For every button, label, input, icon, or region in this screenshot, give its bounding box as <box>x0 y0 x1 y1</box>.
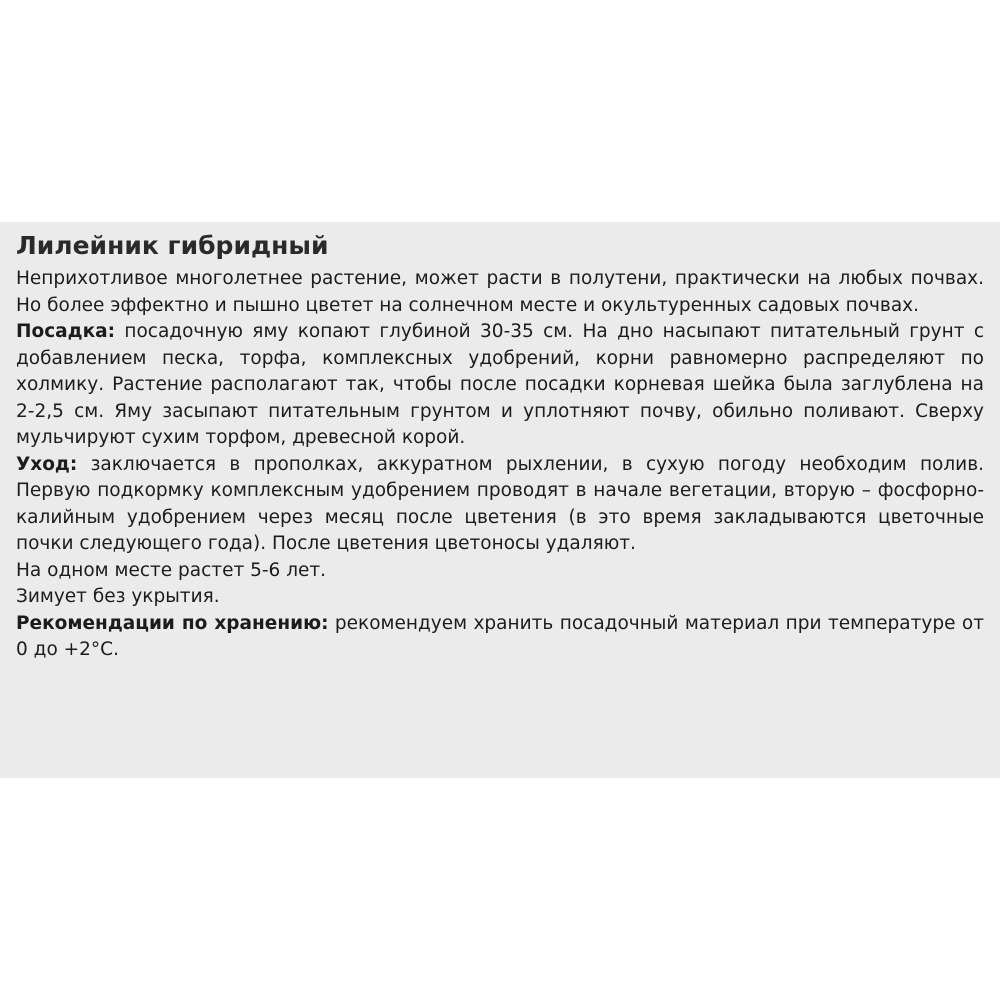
care-paragraph <box>16 452 984 558</box>
storage-text: рекомендуем хранить посадочный материал при температуре от 0 до +2°C. <box>16 612 985 660</box>
storage-paragraph <box>16 611 984 664</box>
lifespan-line: На одном месте растет 5-6 лет. <box>16 559 327 581</box>
planting-text: посадочную яму копают глубиной 30-35 см. На дно насыпают питательный грунт с добавлением песка, торфа, комплексных удобрений, корни равномерно распределяют по холмику. Растение располагают так, чтобы после посадки корневая шейка была заглублена на 2-2,5 см. Яму засыпают питательным грунтом и уплотняют почву, обильно поливают. Сверху мульчируют сухим торфом, древесной корой. <box>16 321 984 448</box>
care-text: заключается в прополках, аккуратном рыхлении, в сухую погоду необходим полив. Первую подкормку комплексным удобрением проводят в начале вегетации, вторую – фосфорно-калийным удобрением через месяц после цветения (в это время закладываются цветочные почки следующего года). После цветения цветоносы удаляют. <box>16 453 984 554</box>
planting-paragraph <box>16 319 984 452</box>
care-label: Уход: <box>16 453 78 475</box>
intro-paragraph: Неприхотливое многолетнее растение, может расти в полутени, практически на любых почвах. Но более эффектно и пышно цветет на солнечном месте и окультуренных садовых почвах. <box>16 268 984 316</box>
planting-label: Посадка: <box>16 321 116 342</box>
product-title: Лилейник гибридный <box>16 231 329 260</box>
storage-label: Рекомендации по хранению: <box>16 612 329 634</box>
winter-line: Зимует без укрытия. <box>16 586 220 607</box>
product-label-card <box>0 222 1000 778</box>
